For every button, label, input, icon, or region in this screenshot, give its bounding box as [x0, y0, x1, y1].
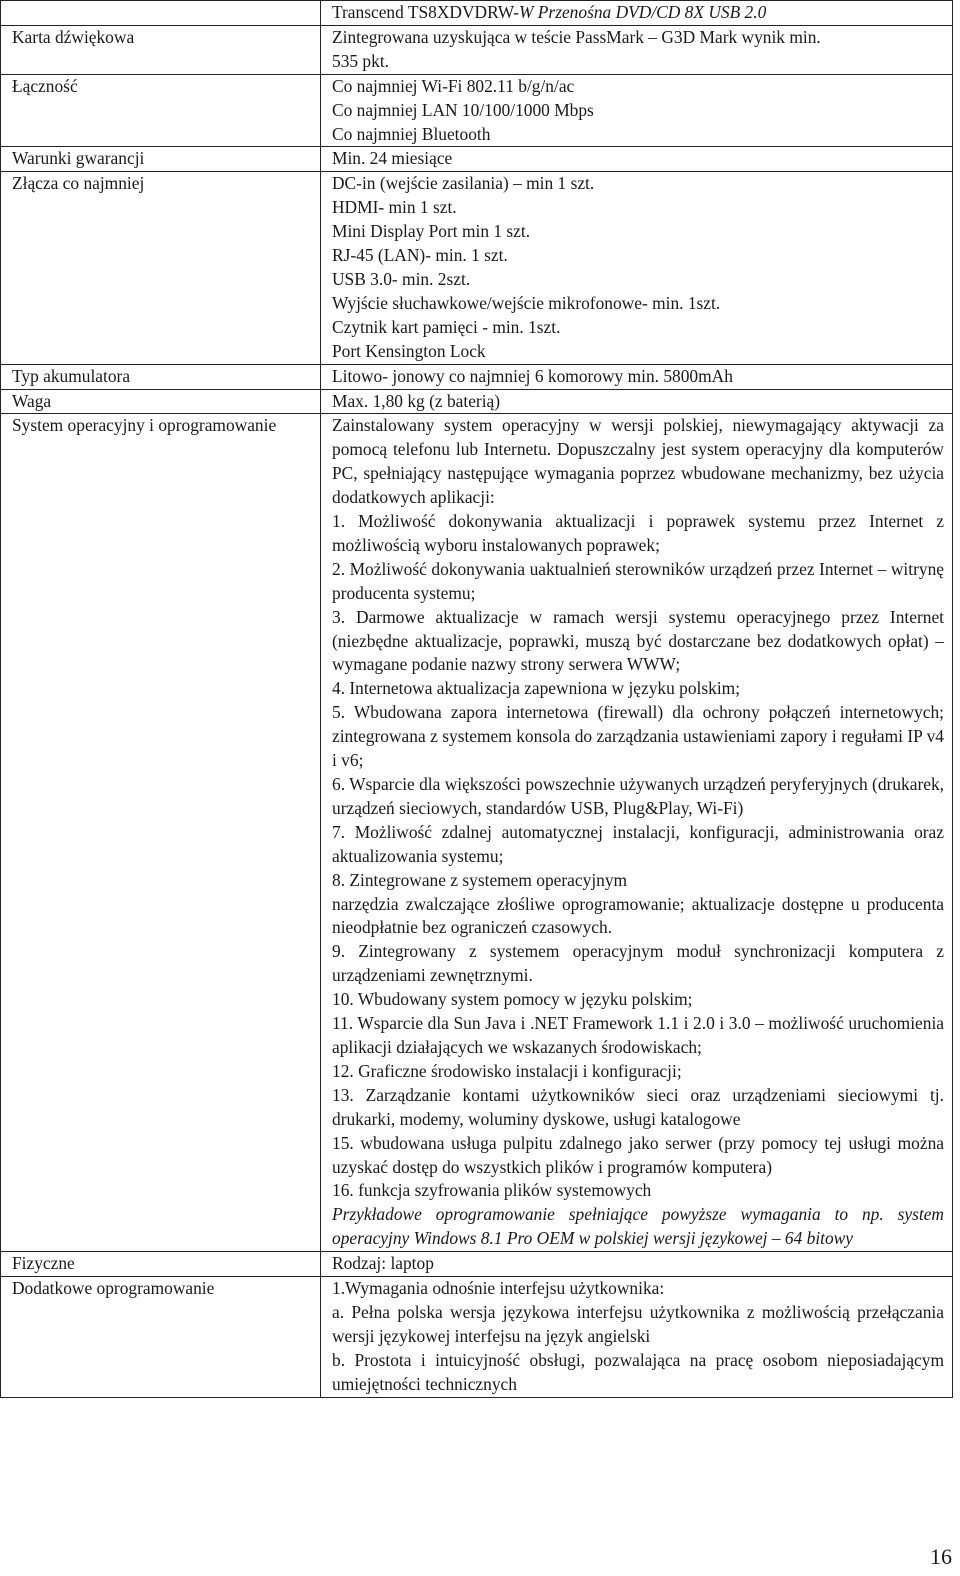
spec-value-line: Litowo- jonowy co najmniej 6 komorowy min. 5800mAh — [332, 365, 733, 386]
spec-value-line: 5. Wbudowana zapora internetowa (firewall) dla ochrony połączeń internetowych; zintegrowana z systemem konsola do zarządzania ustawieniami zapory i regułami IP v4 i v6; — [332, 702, 944, 771]
spec-value-line: 1. Możliwość dokonywania aktualizacji i poprawek systemu przez Internet z możliwością wyboru instalowanych poprawek; — [332, 511, 944, 555]
spec-value-line: Co najmniej LAN 10/100/1000 Mbps — [332, 99, 594, 120]
spec-value-line: 3. Darmowe aktualizacje w ramach wersji systemu operacyjnego przez Internet (niezbędne aktualizacje, poprawki, muszą być dostarczane bez dodatkowych opłat) – wymagane podanie nazwy strony serwera WWW; — [332, 606, 944, 675]
spec-value-line: Zainstalowany system operacyjny w wersji polskiej, niewymagający aktywacji za pomocą telefonu lub Internetu. Dopuszczalny jest system operacyjny dla komputerów PC, spełniający następujące wymagania poprzez wbudowane mechanizmy, bez użycia dodatkowych aplikacji: — [332, 415, 944, 508]
spec-row — [1, 364, 953, 389]
spec-row — [1, 1277, 953, 1398]
spec-value-line: Min. 24 miesiące — [332, 148, 453, 169]
spec-label: System operacyjny i oprogramowanie — [1, 414, 321, 1252]
spec-value-line: 9. Zintegrowany z systemem operacyjnym moduł synchronizacji komputera z urządzeniami zewnętrznymi. — [332, 941, 944, 986]
spec-label: Złącza co najmniej — [1, 172, 321, 364]
spec-value-line: Mini Display Port min 1 szt. — [332, 221, 531, 242]
spec-label: Karta dźwiękowa — [1, 25, 321, 74]
spec-value-line: 7. Możliwość zdalnej automatycznej instalacji, konfiguracji, administrowania oraz aktualizowania systemu; — [332, 821, 944, 866]
spec-label: Typ akumulatora — [1, 364, 321, 389]
spec-value-line: 11. Wsparcie dla Sun Java i .NET Framework 1.1 i 2.0 i 3.0 – możliwość uruchomienia aplikacji działających we wskazanych środowiskach; — [332, 1013, 944, 1057]
spec-value-line: 10. Wbudowany system pomocy w języku polskim; — [332, 989, 693, 1010]
spec-value-line — [332, 1, 944, 25]
spec-row — [1, 74, 953, 147]
spec-value-line: 15. wbudowana usługa pulpitu zdalnego jako serwer (przy pomocy tej usługi można uzyskać dostęp do wszystkich plików i programów komputera) — [332, 1132, 944, 1177]
spec-label: Łączność — [1, 74, 321, 147]
spec-value-line: Rodzaj: laptop — [332, 1253, 434, 1274]
spec-value-line: 8. Zintegrowane z systemem operacyjnym — [332, 869, 628, 890]
spec-row — [1, 1252, 953, 1277]
spec-value-line: USB 3.0- min. 2szt. — [332, 268, 471, 289]
spec-label: Fizyczne — [1, 1252, 321, 1277]
spec-label — [1, 1, 321, 26]
spec-value-line: Czytnik kart pamięci - min. 1szt. — [332, 316, 561, 337]
spec-value-line: 4. Internetowa aktualizacja zapewniona w języku polskim; — [332, 678, 741, 699]
spec-value-line: Co najmniej Bluetooth — [332, 123, 491, 144]
spec-value-line: HDMI- min 1 szt. — [332, 197, 457, 218]
spec-value — [321, 414, 953, 1252]
spec-value — [321, 1, 953, 26]
spec-value-line: Max. 1,80 kg (z baterią) — [332, 390, 501, 411]
spec-value-line: 12. Graficzne środowisko instalacji i konfiguracji; — [332, 1060, 682, 1081]
spec-value-line: a. Pełna polska wersja językowa interfejsu użytkownika z możliwością przełączania wersji językowej interfejsu na język angielski — [332, 1301, 944, 1346]
specification-table-body — [1, 1, 953, 1398]
spec-value-line: Wyjście słuchawkowe/wejście mikrofonowe- min. 1szt. — [332, 292, 721, 313]
spec-value-line: Port Kensington Lock — [332, 340, 486, 361]
spec-row — [1, 389, 953, 414]
spec-row — [1, 172, 953, 364]
spec-value-line: Zintegrowana uzyskująca w teście PassMark – G3D Mark wynik min. — [332, 26, 821, 47]
spec-value-line: b. Prostota i intuicyjność obsługi, pozwalająca na pracę osobom nieposiadającym umiejętności technicznych — [332, 1349, 944, 1394]
spec-value — [321, 364, 953, 389]
page-number: 16 — [930, 1544, 952, 1569]
spec-row — [1, 414, 953, 1252]
spec-label: Dodatkowe oprogramowanie — [1, 1277, 321, 1398]
spec-label: Waga — [1, 389, 321, 414]
spec-value-run: W Przenośna DVD/CD 8X USB 2.0 — [518, 2, 767, 22]
spec-value — [321, 147, 953, 172]
spec-value — [321, 1252, 953, 1277]
spec-value-line: narzędzia zwalczające złośliwe oprogramowanie; aktualizacje dostępne u producenta nieodpłatnie bez ograniczeń czasowych. — [332, 893, 944, 938]
spec-value-line: 16. funkcja szyfrowania plików systemowych — [332, 1180, 652, 1201]
spec-value — [321, 172, 953, 364]
spec-value-line: Co najmniej Wi-Fi 802.11 b/g/n/ac — [332, 75, 575, 96]
spec-value — [321, 25, 953, 74]
spec-value — [321, 1277, 953, 1398]
spec-value-line: RJ-45 (LAN)- min. 1 szt. — [332, 245, 508, 266]
spec-value — [321, 74, 953, 147]
spec-label: Warunki gwarancji — [1, 147, 321, 172]
spec-row — [1, 147, 953, 172]
spec-value-line: 1.Wymagania odnośnie interfejsu użytkownika: — [332, 1278, 665, 1299]
spec-value-line: 6. Wsparcie dla większości powszechnie używanych urządzeń peryferyjnych (drukarek, urządzeń sieciowych, standardów USB, Plug&Play, Wi-Fi) — [332, 774, 944, 818]
spec-row — [1, 25, 953, 74]
spec-value-line: Przykładowe oprogramowanie spełniające powyższe wymagania to np. system operacyjny Windows 8.1 Pro OEM w polskiej wersji językowej – 64 bitowy — [332, 1204, 944, 1249]
spec-value-line: DC-in (wejście zasilania) – min 1 szt. — [332, 173, 595, 194]
spec-value — [321, 389, 953, 414]
spec-value-line: 2. Możliwość dokonywania uaktualnień sterowników urządzeń przez Internet – witrynę producenta systemu; — [332, 558, 944, 603]
spec-value-run: Transcend TS8XDVDRW- — [332, 2, 519, 22]
spec-row — [1, 1, 953, 26]
spec-value-line: 13. Zarządzanie kontami użytkowników sieci oraz urządzeniami sieciowymi tj. drukarki, modemy, woluminy dyskowe, usługi katalogowe — [332, 1084, 944, 1129]
spec-value-line: 535 pkt. — [332, 50, 390, 71]
